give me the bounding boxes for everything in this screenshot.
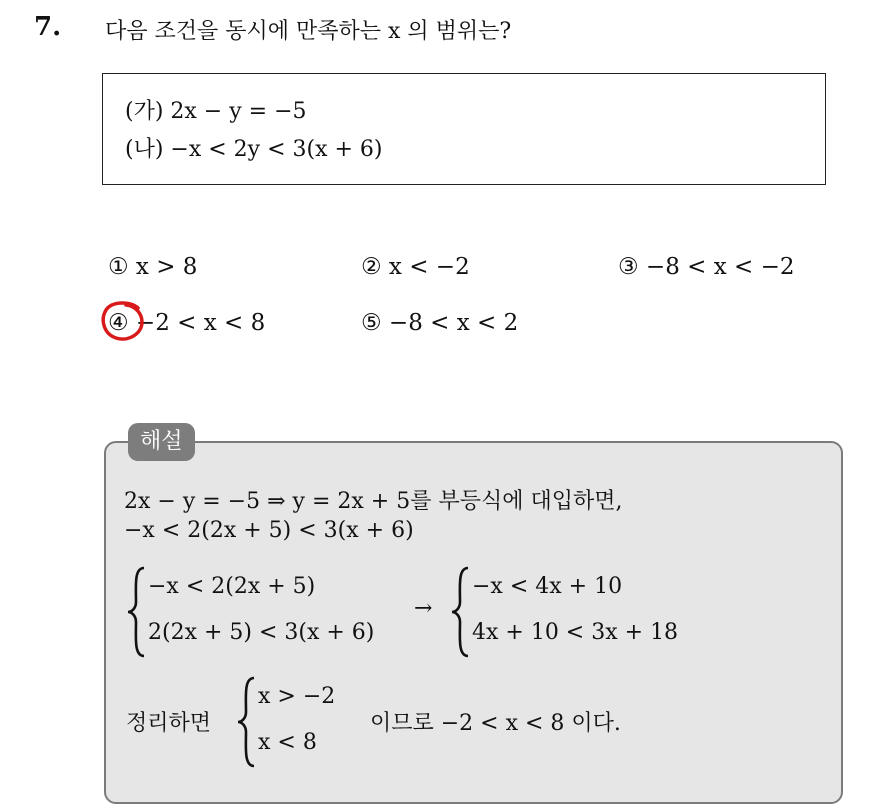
selected-answer-circle-icon	[100, 300, 146, 342]
condition-a: (가) 2x − y = −5	[125, 99, 307, 124]
choice-4[interactable]: ④ −2 < x < 8	[108, 310, 266, 336]
summary-suffix: 이므로 −2 < x < 8 이다.	[370, 711, 621, 736]
solution-tab: 해설	[128, 423, 195, 461]
system-final-2: x < 8	[258, 730, 317, 755]
question-text: 다음 조건을 동시에 만족하는 x 의 범위는?	[105, 19, 512, 44]
final-brace-icon	[236, 676, 258, 768]
solution-line-2: −x < 2(2x + 5) < 3(x + 6)	[124, 518, 414, 543]
summary-prefix: 정리하면	[126, 711, 212, 736]
system-final-1: x > −2	[258, 684, 336, 709]
system-right-1: −x < 4x + 10	[472, 574, 623, 599]
system-right-2: 4x + 10 < 3x + 18	[472, 620, 679, 645]
choice-5[interactable]: ⑤ −8 < x < 2	[361, 310, 519, 336]
right-brace-icon	[450, 566, 472, 658]
choice-1[interactable]: ① x > 8	[108, 254, 198, 280]
left-brace-icon	[126, 566, 148, 658]
arrow-icon: →	[414, 596, 433, 621]
condition-b: (나) −x < 2y < 3(x + 6)	[125, 137, 383, 162]
conditions-box	[102, 73, 826, 185]
question-number: 7.	[34, 12, 62, 42]
choice-2[interactable]: ② x < −2	[361, 254, 470, 280]
system-left-2: 2(2x + 5) < 3(x + 6)	[148, 620, 375, 645]
system-left-1: −x < 2(2x + 5)	[148, 574, 316, 599]
choice-3[interactable]: ③ −8 < x < −2	[618, 254, 795, 280]
solution-line-1: 2x − y = −5 ⇒ y = 2x + 5를 부등식에 대입하면,	[124, 489, 623, 514]
